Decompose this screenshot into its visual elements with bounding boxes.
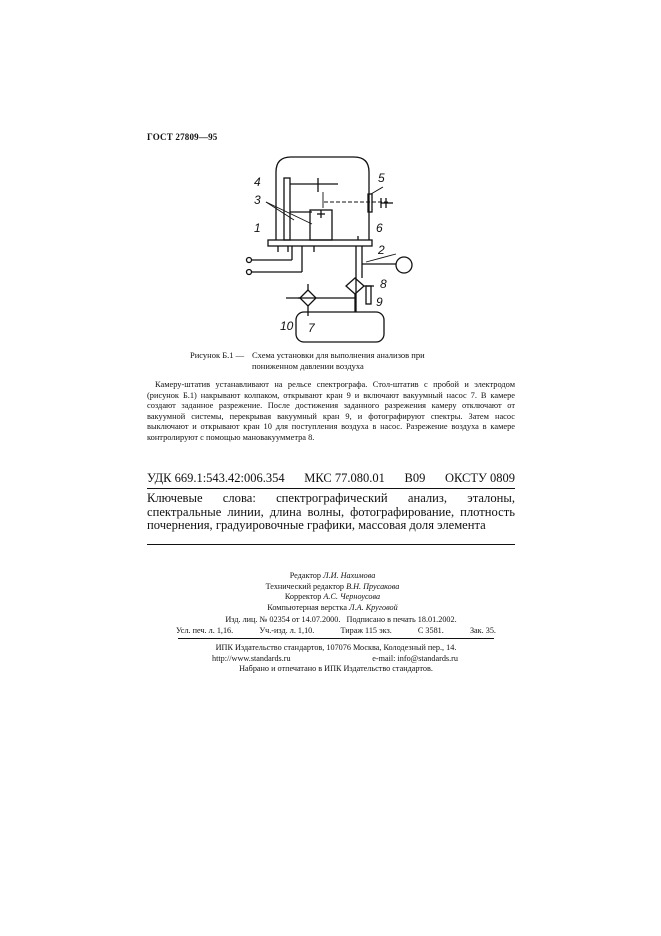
tirazh: Тираж 115 экз. bbox=[340, 625, 392, 635]
label-8: 8 bbox=[380, 277, 387, 291]
label-3: 3 bbox=[254, 193, 261, 207]
caption-line1: Схема установки для выполнения анализов при bbox=[252, 350, 425, 360]
publisher-info bbox=[176, 643, 496, 675]
electrode-stand bbox=[284, 178, 290, 240]
corrector-name: А.С. Черноусова bbox=[323, 592, 381, 601]
usl-pech: Усл. печ. л. 1,16. bbox=[176, 625, 234, 635]
document-id: ГОСТ 27809—95 bbox=[147, 132, 218, 142]
caption-line2: пониженном давлении воздуха bbox=[252, 361, 364, 371]
body-paragraph: Камеру-штатив устанавливают на рельсе спектрографа. Стол-штатив с пробой и электродом (рисунок Б.1) накрывают колпаком, открывают кран 9 и включают вакуумный насос 7. В камере создают заданное разрежение. После достижения заданного разрежения камеру отключают от вакуумной системы, перекрывая вакуумный кран 9, и фотографируют спектры. Затем насос выключают и открывают кран 10 для поступления воздуха в насос. Разрежение воздуха в камере контролируют с помощью мановакуумметра 8. bbox=[147, 380, 515, 442]
editor-name: Л.И. Нахимова bbox=[323, 571, 376, 580]
figure-caption bbox=[190, 350, 490, 372]
label-7: 7 bbox=[308, 321, 315, 335]
license: Изд. лиц. № 02354 от 14.07.2000. bbox=[225, 615, 341, 624]
window bbox=[368, 194, 372, 212]
udk-code: УДК 669.1:543.42:006.354 bbox=[147, 471, 285, 485]
imprint bbox=[176, 615, 496, 636]
label-9: 9 bbox=[376, 295, 383, 309]
website-link[interactable]: http://www.standards.ru bbox=[212, 653, 291, 663]
email-link[interactable]: e-mail: info@standards.ru bbox=[372, 653, 458, 663]
layout-name: Л.А. Круговой bbox=[349, 602, 398, 612]
body-text bbox=[147, 380, 515, 443]
publisher-address: ИПК Издательство стандартов, 107076 Москва, Колодезный пер., 14. bbox=[215, 643, 457, 652]
tech-editor-role: Технический редактор bbox=[265, 581, 345, 591]
label-5: 5 bbox=[378, 171, 385, 185]
base-plate bbox=[268, 240, 372, 246]
tech-editor-name: В.Н. Прусакова bbox=[346, 581, 400, 591]
order-c: С 3581. bbox=[417, 625, 444, 635]
okstu-code: ОКСТУ 0809 bbox=[444, 471, 515, 485]
label-1: 1 bbox=[254, 221, 261, 235]
signed-date: Подписано в печать 18.01.2002. bbox=[346, 615, 457, 624]
editor-role: Редактор bbox=[289, 571, 321, 580]
divider bbox=[147, 488, 515, 489]
mks-code: МКС 77.080.01 bbox=[304, 471, 385, 485]
uch-izd: Уч.-изд. л. 1,10. bbox=[259, 625, 315, 635]
group-code: B09 bbox=[404, 471, 426, 485]
order-zak: Зак. 35. bbox=[469, 625, 496, 635]
keywords: Ключевые слова: спектрографический анализ, эталоны, спектральные линии, длина волны, фотографирование, плотность почернения, градуировочные графики, массовая доля элемента bbox=[147, 491, 515, 532]
apparatus-diagram bbox=[238, 152, 438, 344]
label-10: 10 bbox=[280, 319, 294, 333]
credits bbox=[220, 571, 445, 613]
printed-note: Набрано и отпечатано в ИПК Издательство стандартов. bbox=[239, 664, 433, 673]
corrector-role: Корректор bbox=[284, 592, 322, 601]
label-4: 4 bbox=[254, 175, 261, 189]
divider bbox=[178, 638, 494, 639]
divider bbox=[147, 544, 515, 545]
layout-role: Компьютерная верстка bbox=[267, 602, 347, 612]
label-2: 2 bbox=[378, 243, 385, 257]
caption-label: Рисунок Б.1 — bbox=[190, 350, 245, 360]
label-6: 6 bbox=[376, 221, 383, 235]
manovacuummeter bbox=[396, 257, 412, 273]
valve-9 bbox=[346, 278, 364, 294]
classification-row bbox=[147, 471, 515, 486]
